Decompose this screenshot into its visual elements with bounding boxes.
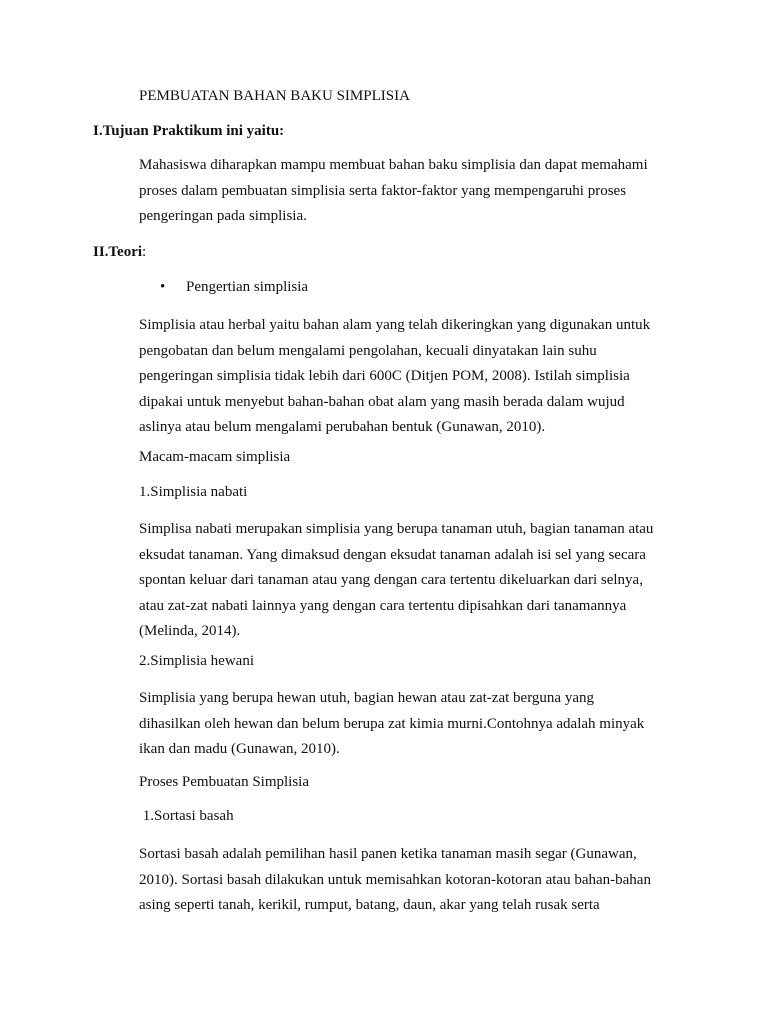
- hewani-heading: 2.Simplisia hewani: [139, 653, 254, 669]
- paragraph-line: aslinya atau belum mengalami perubahan bentuk (Gunawan, 2010).: [139, 419, 546, 435]
- tujuan-paragraph: [139, 153, 679, 230]
- paragraph-line: Simplisa nabati merupakan simplisia yang berupa tanaman utuh, bagian tanaman atau: [139, 521, 654, 537]
- section-2-heading-colon: :: [142, 244, 147, 260]
- paragraph-line: Mahasiswa diharapkan mampu membuat bahan baku simplisia dan dapat memahami: [139, 157, 648, 173]
- bullet-icon: •: [160, 279, 166, 295]
- paragraph-line: 2010). Sortasi basah dilakukan untuk memisahkan kotoran-kotoran atau bahan-bahan: [139, 871, 651, 888]
- nabati-paragraph: [139, 517, 679, 645]
- paragraph-line: Sortasi basah adalah pemilihan hasil panen ketika tanaman masih segar (Gunawan,: [139, 846, 637, 862]
- paragraph-line: proses dalam pembuatan simplisia serta faktor-faktor yang mempengaruhi proses: [139, 182, 627, 199]
- paragraph-line: Simplisia yang berupa hewan utuh, bagian hewan atau zat-zat berguna yang: [139, 690, 594, 706]
- bullet-item-pengertian: Pengertian simplisia: [186, 279, 309, 295]
- hewani-paragraph: [139, 686, 679, 763]
- paragraph-line: (Melinda, 2014).: [139, 623, 241, 639]
- paragraph-line: pengobatan dan belum mengalami pengolahan, kecuali dinyatakan lain suhu: [139, 342, 597, 359]
- paragraph-line: asing seperti tanah, kerikil, rumput, batang, daun, akar yang telah rusak serta: [139, 897, 600, 913]
- document-title: PEMBUATAN BAHAN BAKU SIMPLISIA: [139, 88, 410, 104]
- section-2-heading-text: II.Teori: [93, 244, 143, 260]
- paragraph-line: pengeringan simplisia tidak lebih dari 600C (Ditjen POM, 2008). Istilah simplisia: [139, 368, 630, 384]
- paragraph-line: atau zat-zat nabati lainnya yang dengan cara tertentu dipisahkan dari tanamannya: [139, 597, 627, 614]
- nabati-heading: 1.Simplisia nabati: [139, 484, 248, 500]
- paragraph-line: ikan dan madu (Gunawan, 2010).: [139, 741, 340, 757]
- paragraph-line: eksudat tanaman. Yang dimaksud dengan eksudat tanaman adalah isi sel yang secara: [139, 546, 646, 563]
- paragraph-line: spontan keluar dari tanaman atau yang dengan cara tertentu dikeluarkan dari selnya,: [139, 572, 643, 588]
- paragraph-line: dipakai untuk menyebut bahan-bahan obat alam yang masih berada dalam wujud: [139, 393, 625, 410]
- paragraph-line: Simplisia atau herbal yaitu bahan alam yang telah dikeringkan yang digunakan untuk: [139, 317, 651, 333]
- section-1-heading: I.Tujuan Praktikum ini yaitu:: [93, 123, 285, 139]
- paragraph-line: dihasilkan oleh hewan dan belum berupa zat kimia murni.Contohnya adalah minyak: [139, 715, 645, 732]
- paragraph-line: pengeringan pada simplisia.: [139, 208, 307, 224]
- sortasi-heading: 1.Sortasi basah: [139, 808, 234, 824]
- proses-heading: Proses Pembuatan Simplisia: [139, 774, 309, 790]
- macam-heading: Macam-macam simplisia: [139, 449, 291, 465]
- sortasi-paragraph: [139, 842, 679, 919]
- pengertian-paragraph: [139, 313, 679, 441]
- section-2-heading: [93, 244, 146, 261]
